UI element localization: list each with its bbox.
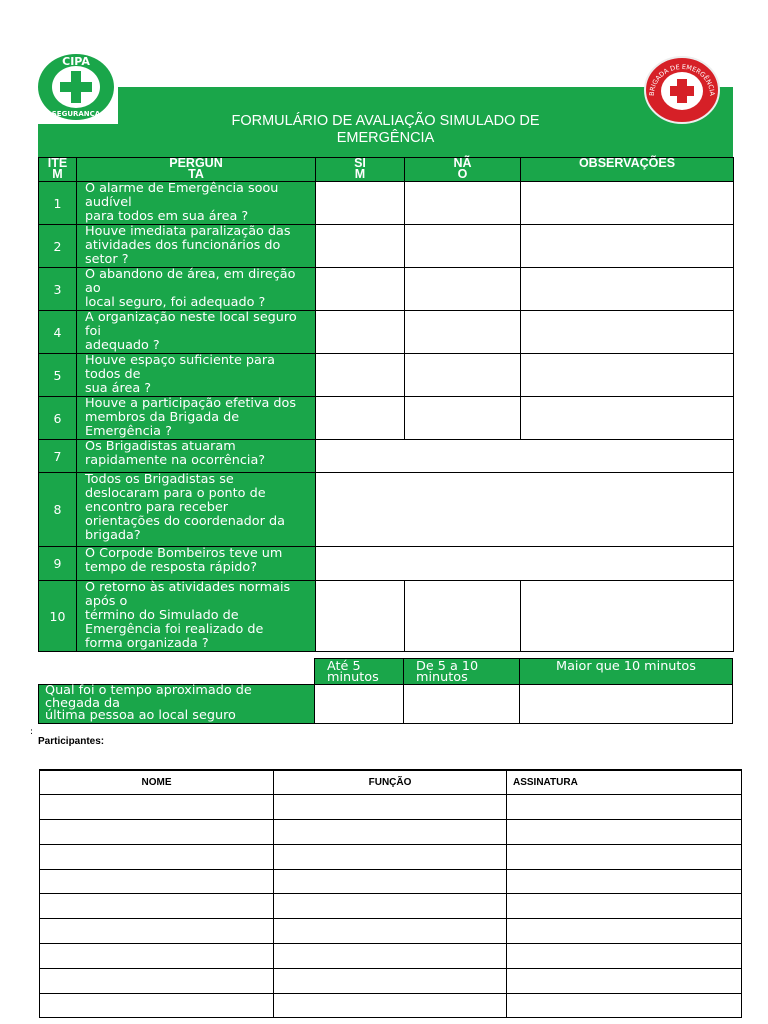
- signature-cell[interactable]: [507, 795, 742, 820]
- form-title-line1: FORMULÁRIO DE AVALIAÇÃO SIMULADO DE: [231, 113, 540, 129]
- question-text: Houve imediata paralização das atividades dos funcionários do setor ?: [77, 225, 316, 268]
- name-cell[interactable]: [40, 919, 274, 944]
- signature-cell[interactable]: [507, 944, 742, 969]
- yes-cell[interactable]: [316, 581, 405, 652]
- role-cell[interactable]: [274, 894, 507, 919]
- yes-cell[interactable]: [316, 311, 405, 354]
- role-cell[interactable]: [274, 944, 507, 969]
- question-text: O retorno às atividades normais após o término do Simulado de Emergência foi realizado de forma organizada ?: [77, 581, 316, 652]
- table-row: [39, 182, 734, 225]
- name-cell[interactable]: [40, 820, 274, 845]
- evaluation-table: [38, 157, 734, 652]
- table-row: [39, 547, 734, 581]
- table-row: [39, 397, 734, 440]
- signature-cell[interactable]: [507, 919, 742, 944]
- name-cell[interactable]: [40, 968, 274, 993]
- signature-cell[interactable]: [507, 894, 742, 919]
- item-number: 8: [39, 473, 77, 547]
- role-cell[interactable]: [274, 820, 507, 845]
- item-number: 3: [39, 268, 77, 311]
- name-cell[interactable]: [40, 795, 274, 820]
- table-row: [39, 440, 734, 473]
- arrival-time-table: [38, 658, 733, 724]
- notes-cell[interactable]: [521, 268, 734, 311]
- notes-cell[interactable]: [521, 311, 734, 354]
- answer-up-to-5[interactable]: [315, 685, 404, 724]
- question-text: O alarme de Emergência soou audível para todos em sua área ?: [77, 182, 316, 225]
- question-text: Houve a participação efetiva dos membros da Brigada de Emergência ?: [77, 397, 316, 440]
- signature-cell[interactable]: [507, 820, 742, 845]
- signature-cell[interactable]: [507, 869, 742, 894]
- item-number: 5: [39, 354, 77, 397]
- header-yes: SI M: [316, 158, 405, 182]
- role-cell[interactable]: [274, 919, 507, 944]
- role-cell[interactable]: [274, 968, 507, 993]
- arrival-time-row: [39, 685, 733, 724]
- yes-cell[interactable]: [316, 182, 405, 225]
- answer-cell[interactable]: [316, 440, 734, 473]
- answer-cell[interactable]: [316, 547, 734, 581]
- table-row: [39, 311, 734, 354]
- arrival-time-spacer: [39, 659, 315, 685]
- yes-cell[interactable]: [316, 268, 405, 311]
- header-item: ITE M: [39, 158, 77, 182]
- item-number: 4: [39, 311, 77, 354]
- participant-row: [40, 894, 742, 919]
- name-cell[interactable]: [40, 844, 274, 869]
- name-cell[interactable]: [40, 869, 274, 894]
- participant-row: [40, 944, 742, 969]
- item-number: 7: [39, 440, 77, 473]
- header-notes: OBSERVAÇÕES: [521, 158, 734, 182]
- arrival-time-question: Qual foi o tempo aproximado de chegada da última pessoa ao local seguro: [39, 685, 315, 724]
- cipa-logo-bottom-text: SEGURANÇA: [51, 110, 101, 118]
- role-cell[interactable]: [274, 844, 507, 869]
- notes-cell[interactable]: [521, 182, 734, 225]
- question-text: Houve espaço suficiente para todos de sua área ?: [77, 354, 316, 397]
- option-up-to-5: Até 5 minutos: [315, 659, 404, 685]
- participant-row: [40, 919, 742, 944]
- item-number: 6: [39, 397, 77, 440]
- option-over-10: Maior que 10 minutos: [520, 659, 733, 685]
- question-text: A organização neste local seguro foi adequado ?: [77, 311, 316, 354]
- signature-cell[interactable]: [507, 844, 742, 869]
- col-signature: ASSINATURA: [507, 770, 742, 795]
- participant-row: [40, 820, 742, 845]
- participant-row: [40, 844, 742, 869]
- notes-cell[interactable]: [521, 354, 734, 397]
- role-cell[interactable]: [274, 993, 507, 1018]
- notes-cell[interactable]: [521, 397, 734, 440]
- colon-mark: :: [30, 727, 34, 737]
- participants-header: [40, 770, 742, 795]
- answer-cell[interactable]: [316, 473, 734, 547]
- notes-cell[interactable]: [521, 581, 734, 652]
- participant-row: [40, 869, 742, 894]
- no-cell[interactable]: [405, 182, 521, 225]
- name-cell[interactable]: [40, 894, 274, 919]
- cipa-logo-top-text: CIPA: [62, 55, 90, 68]
- no-cell[interactable]: [405, 311, 521, 354]
- form-title: [38, 113, 733, 147]
- notes-cell[interactable]: [521, 225, 734, 268]
- yes-cell[interactable]: [316, 397, 405, 440]
- item-number: 9: [39, 547, 77, 581]
- participants-table: [39, 769, 742, 1018]
- col-name: NOME: [40, 770, 274, 795]
- name-cell[interactable]: [40, 944, 274, 969]
- no-cell[interactable]: [405, 397, 521, 440]
- table-row: [39, 473, 734, 547]
- item-number: 1: [39, 182, 77, 225]
- no-cell[interactable]: [405, 268, 521, 311]
- no-cell[interactable]: [405, 225, 521, 268]
- answer-over-10[interactable]: [520, 685, 733, 724]
- role-cell[interactable]: [274, 795, 507, 820]
- table-row: [39, 225, 734, 268]
- participant-row: [40, 968, 742, 993]
- table-row: [39, 581, 734, 652]
- no-cell[interactable]: [405, 581, 521, 652]
- table-row: [39, 268, 734, 311]
- header-no: NÃ O: [405, 158, 521, 182]
- form-title-line2: EMERGÊNCIA: [336, 130, 435, 146]
- no-cell[interactable]: [405, 354, 521, 397]
- option-5-to-10: De 5 a 10 minutos: [404, 659, 520, 685]
- participant-row: [40, 993, 742, 1018]
- yes-cell[interactable]: [316, 225, 405, 268]
- signature-cell[interactable]: [507, 993, 742, 1018]
- arrival-time-header: [39, 659, 733, 685]
- brigada-logo-text: BRIGADA DE EMERGÊNCIA: [647, 62, 717, 97]
- question-text: O Corpode Bombeiros teve um tempo de resposta rápido?: [77, 547, 316, 581]
- table-row: [39, 354, 734, 397]
- header-question: PERGUN TA: [77, 158, 316, 182]
- evaluation-table-header: [39, 158, 734, 182]
- col-role: FUNÇÃO: [274, 770, 507, 795]
- question-text: Os Brigadistas atuaram rapidamente na ocorrência?: [77, 440, 316, 473]
- yes-cell[interactable]: [316, 354, 405, 397]
- item-number: 2: [39, 225, 77, 268]
- role-cell[interactable]: [274, 869, 507, 894]
- signature-cell[interactable]: [507, 968, 742, 993]
- question-text: Todos os Brigadistas se deslocaram para o ponto de encontro para receber orientações do coordenador da brigada?: [77, 473, 316, 547]
- question-text: O abandono de área, em direção ao local seguro, foi adequado ?: [77, 268, 316, 311]
- participants-label: Participantes:: [38, 736, 105, 747]
- item-number: 10: [39, 581, 77, 652]
- name-cell[interactable]: [40, 993, 274, 1018]
- participant-row: [40, 795, 742, 820]
- answer-5-to-10[interactable]: [404, 685, 520, 724]
